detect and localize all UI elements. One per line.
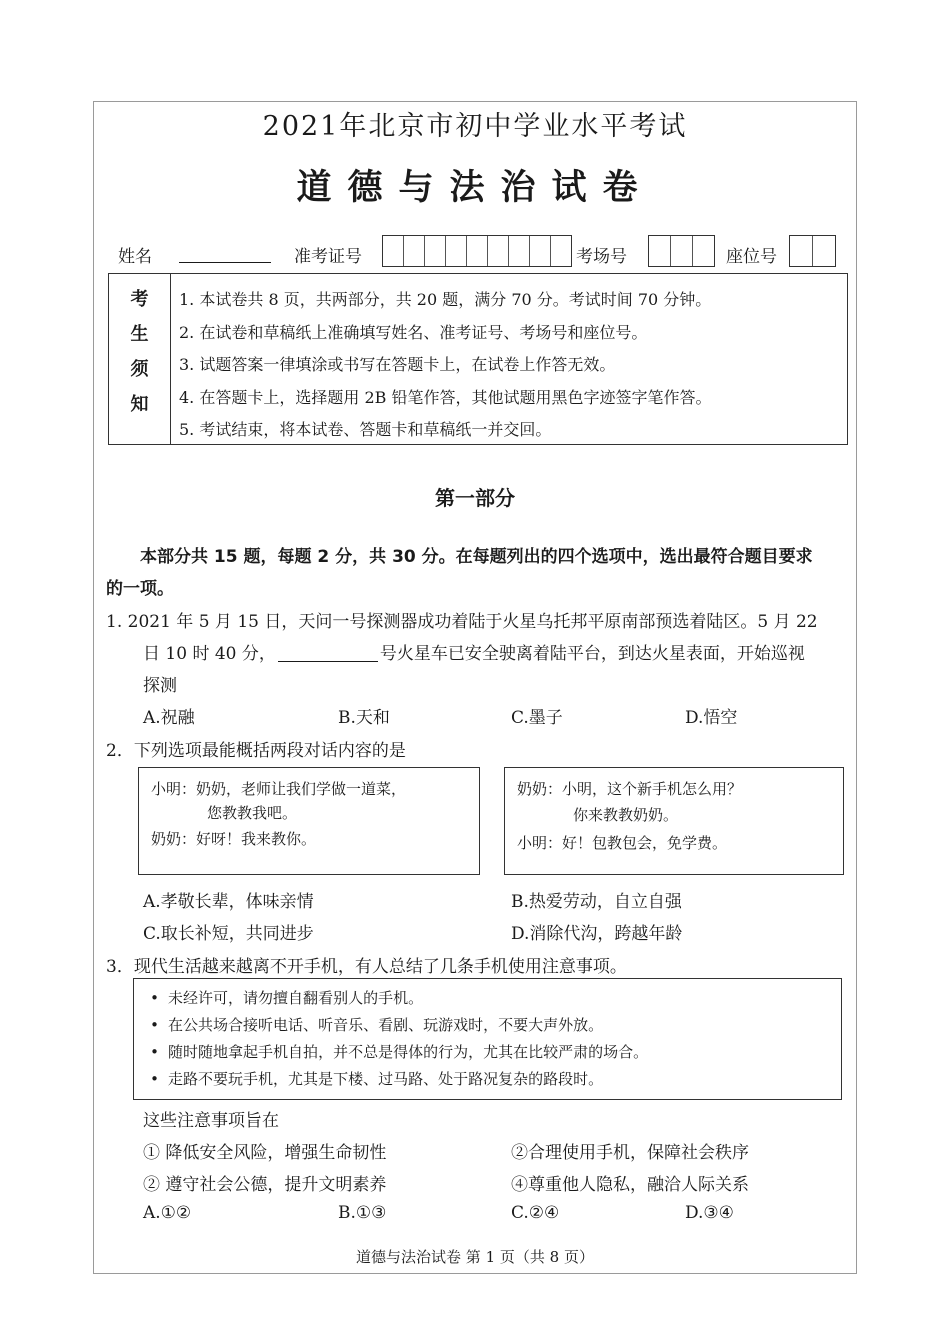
q2-option-d[interactable]: D.消除代沟，跨越年龄: [511, 924, 683, 944]
q2-option-b[interactable]: B.热爱劳动，自立自强: [511, 892, 682, 912]
notice-item: 1. 本试卷共 8 页，共两部分，共 20 题，满分 70 分。考试时间 70 分钟。: [179, 290, 712, 309]
subject-title: 道德与法治试卷: [296, 168, 654, 208]
notice-item: 4. 在答题卡上，选择题用 2B 铅笔作答，其他试题用黑色字迹签字笔作答。: [179, 387, 712, 407]
q3-stem: 3．现代生活越来越离不开手机，有人总结了几条手机使用注意事项。: [106, 957, 627, 977]
q1-option-d[interactable]: D.悟空: [685, 708, 738, 728]
seat-label: 座位号: [726, 247, 777, 267]
q3-option-b[interactable]: B.①③: [338, 1203, 387, 1223]
notice-list: [179, 284, 711, 447]
q1-blank[interactable]: [278, 643, 378, 662]
tip-item: • 在公共场合接听电话、听音乐、看剧、玩游戏时，不要大声外放。: [150, 1016, 604, 1034]
q3-option-c[interactable]: C.②④: [511, 1203, 560, 1223]
dialog-line: 你来教教奶奶。: [573, 806, 679, 824]
dialog-line: 您教教我吧。: [207, 804, 298, 822]
q1-option-c[interactable]: C.墨子: [511, 708, 563, 728]
notice-heading: 考 生 须 知: [109, 274, 171, 444]
page-footer: 道德与法治试卷 第 1 页（共 8 页）: [356, 1248, 594, 1266]
exam-title: 2021年北京市初中学业水平考试: [262, 111, 688, 142]
q1-stem: 1. 2021 年 5 月 15 日，天问一号探测器成功着陆于火星乌托邦平原南部预选着陆区。5 月 22: [106, 612, 818, 632]
dialog-box-right: [504, 767, 844, 875]
room-label: 考场号: [576, 247, 627, 267]
candidate-notice: [108, 273, 848, 445]
q1-option-a[interactable]: A.祝融: [143, 708, 195, 728]
section-intro-continued: 的一项。: [106, 579, 174, 599]
q3-statement: ② 遵守社会公德，提升文明素养: [143, 1175, 387, 1195]
seat-number-boxes[interactable]: [789, 235, 836, 267]
q2-stem: 2．下列选项最能概括两段对话内容的是: [106, 741, 406, 761]
room-number-boxes[interactable]: [648, 235, 715, 267]
q3-statement: ②合理使用手机，保障社会秩序: [511, 1143, 749, 1163]
name-field[interactable]: [179, 262, 271, 263]
q2-option-c[interactable]: C.取长补短，共同进步: [143, 924, 314, 944]
tip-item: • 未经许可，请勿擅自翻看别人的手机。: [150, 989, 424, 1007]
section-title: 第一部分: [435, 486, 515, 510]
q1-stem-end: 探测: [143, 676, 177, 696]
dialog-line: 奶奶：好呀！我来教你。: [151, 830, 317, 848]
q3-statement: ① 降低安全风险，增强生命韧性: [143, 1143, 387, 1163]
section-intro: 本部分共 15 题，每题 2 分，共 30 分。在每题列出的四个选项中，选出最符合题目要求: [140, 547, 813, 567]
notice-item: 2. 在试卷和草稿纸上准确填写姓名、准考证号、考场号和座位号。: [179, 322, 648, 342]
q3-option-a[interactable]: A.①②: [143, 1203, 192, 1223]
exam-number-boxes[interactable]: [382, 235, 572, 267]
dialog-line: 小明：奶奶，老师让我们学做一道菜，: [151, 780, 407, 798]
q1-option-b[interactable]: B.天和: [338, 708, 390, 728]
tip-item: • 随时随地拿起手机自拍，并不总是得体的行为，尤其在比较严肃的场合。: [150, 1043, 649, 1061]
notice-item: 3. 试题答案一律填涂或书写在答题卡上，在试卷上作答无效。: [179, 355, 616, 374]
exam-number-label: 准考证号: [294, 247, 362, 267]
name-label: 姓名: [118, 247, 152, 267]
q3-statement: ④尊重他人隐私，融洽人际关系: [511, 1175, 749, 1195]
q3-followup: 这些注意事项旨在: [143, 1111, 279, 1131]
notice-item: 5. 考试结束，将本试卷、答题卡和草稿纸一并交回。: [179, 420, 552, 439]
tip-item: • 走路不要玩手机，尤其是下楼、过马路、处于路况复杂的路段时。: [150, 1070, 604, 1088]
q1-stem-continued: 日 10 时 40 分， 号火星车已安全驶离着陆平台，到达火星表面，开始巡视: [143, 644, 805, 664]
dialog-box-left: [138, 767, 480, 875]
dialog-line: 小明：好！包教包会，免学费。: [517, 834, 728, 852]
q3-option-d[interactable]: D.③④: [685, 1203, 734, 1223]
phone-tips-box: [133, 978, 842, 1100]
dialog-line: 奶奶：小明，这个新手机怎么用？: [517, 780, 743, 798]
q2-option-a[interactable]: A.孝敬长辈，体味亲情: [143, 892, 314, 912]
